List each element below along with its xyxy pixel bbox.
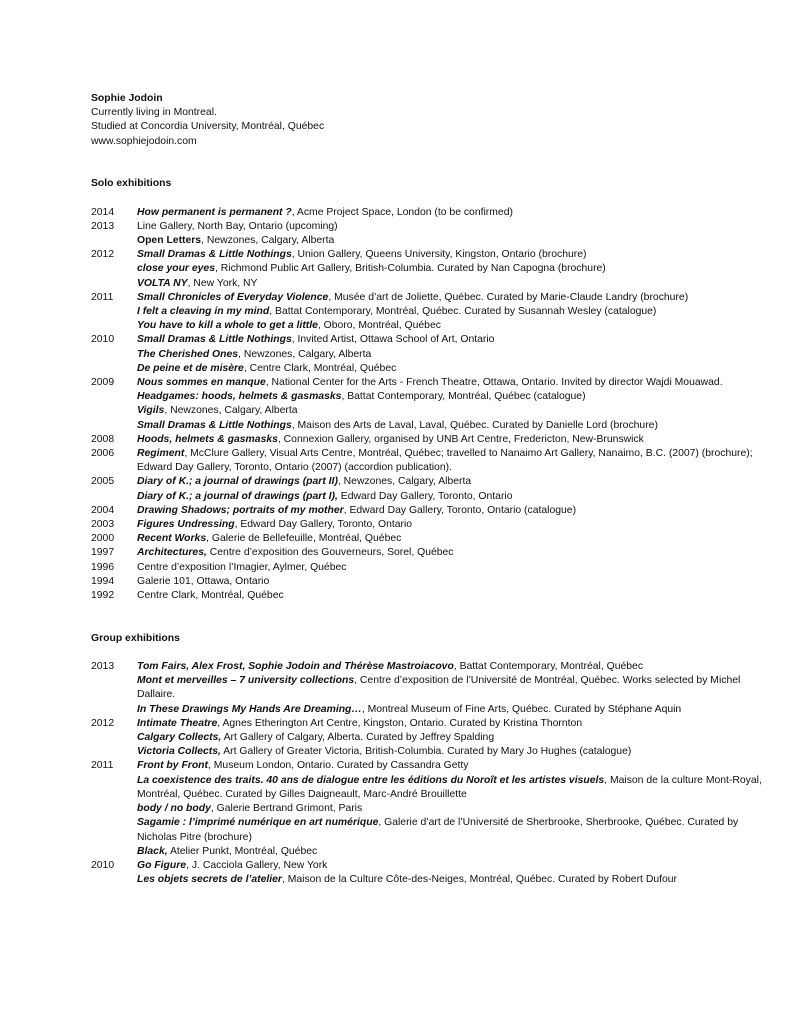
exhibition-venue: Galerie 101, Ottawa, Ontario bbox=[137, 575, 270, 587]
exhibition-entry bbox=[91, 745, 771, 759]
exhibition-venue: , Battat Contemporary, Montréal, Québec. Curated by Susannah Wesley (catalogue) bbox=[269, 306, 657, 318]
exhibition-title: Les objets secrets de l’atelier bbox=[137, 874, 282, 886]
exhibition-entry bbox=[91, 802, 771, 816]
exhibition-entry bbox=[91, 731, 771, 745]
exhibition-entry bbox=[91, 816, 771, 844]
exhibition-entry bbox=[91, 561, 771, 575]
exhibition-venue: , Connexion Gallery, organised by UNB Art Centre, Fredericton, New-Brunswick bbox=[277, 433, 644, 445]
exhibition-entry bbox=[91, 277, 771, 291]
exhibition-title: Regiment bbox=[137, 448, 185, 460]
cv-document bbox=[91, 92, 771, 887]
exhibition-description bbox=[137, 433, 771, 447]
exhibition-year: 2011 bbox=[91, 291, 114, 303]
website-link[interactable]: www.sophiejodoin.com bbox=[91, 135, 197, 147]
exhibition-venue: , Union Gallery, Queens University, Kingston, Ontario (brochure) bbox=[291, 249, 587, 261]
exhibition-entry bbox=[91, 348, 771, 362]
exhibition-venue: Art Gallery of Calgary, Alberta. Curated by Jeffrey Spalding bbox=[221, 732, 495, 744]
exhibition-venue: , Battat Contemporary, Montréal, Québec bbox=[453, 661, 644, 673]
exhibition-title: Drawing Shadows; portraits of my mother bbox=[137, 504, 344, 516]
exhibition-entry bbox=[91, 504, 771, 518]
exhibition-description bbox=[137, 660, 771, 674]
exhibition-venue: , Newzones, Calgary, Alberta bbox=[337, 476, 472, 488]
exhibition-description bbox=[137, 475, 771, 489]
exhibition-title: Small Chronicles of Everyday Violence bbox=[137, 291, 329, 303]
exhibition-venue: , National Center for the Arts - French Theatre, Ottawa, Ontario. Invited by director Wajdi Mouawad. bbox=[265, 377, 723, 389]
exhibition-title: Victoria Collects, bbox=[137, 746, 221, 758]
exhibition-title: Diary of K.; a journal of drawings (part II) bbox=[137, 476, 338, 488]
exhibition-venue: Centre d’exposition des Gouverneurs, Sorel, Québec bbox=[206, 547, 454, 559]
exhibition-description bbox=[137, 873, 771, 887]
exhibition-year: 2000 bbox=[91, 533, 115, 545]
exhibition-venue: , Maison de la culture Mont-Royal, Montréal, Québec. Curated by Gilles Daigneault, Marc-André Brouillette bbox=[137, 774, 762, 800]
exhibition-venue: , New York, NY bbox=[187, 277, 258, 289]
exhibition-venue: , Maison des Arts de Laval, Laval, Québec. Curated by Danielle Lord (brochure) bbox=[291, 419, 658, 431]
exhibition-description bbox=[137, 447, 771, 475]
exhibition-venue: Art Gallery of Greater Victoria, British-Columbia. Curated by Mary Jo Hughes (catalogue) bbox=[220, 746, 632, 758]
exhibition-entry bbox=[91, 447, 771, 475]
exhibition-description bbox=[137, 419, 771, 433]
exhibition-entry bbox=[91, 717, 771, 731]
exhibition-title: Small Dramas & Little Nothings bbox=[137, 334, 292, 346]
exhibition-title: Calgary Collects, bbox=[137, 732, 222, 744]
exhibition-description bbox=[137, 404, 771, 418]
exhibition-title: You have to kill a whole to get a little bbox=[137, 320, 318, 332]
group-exhibitions-heading: Group exhibitions bbox=[91, 632, 180, 644]
exhibition-description bbox=[137, 759, 771, 773]
exhibition-description bbox=[137, 532, 771, 546]
exhibition-title: Diary of K.; a journal of drawings (part I), bbox=[137, 490, 338, 502]
exhibition-description bbox=[137, 490, 771, 504]
exhibition-description bbox=[137, 305, 771, 319]
exhibition-title: Mont et merveilles – 7 university collections bbox=[137, 675, 355, 687]
exhibition-title: Black, bbox=[137, 845, 168, 857]
exhibition-description bbox=[137, 390, 771, 404]
exhibition-title: De peine et de misère bbox=[137, 362, 244, 374]
exhibition-entry bbox=[91, 490, 771, 504]
exhibition-year: 2005 bbox=[91, 476, 115, 488]
exhibition-description bbox=[137, 703, 771, 717]
exhibition-description bbox=[137, 362, 771, 376]
exhibition-entry bbox=[91, 376, 771, 390]
exhibition-description bbox=[137, 774, 771, 802]
exhibition-title: body / no body bbox=[137, 803, 211, 815]
exhibition-year: 2010 bbox=[91, 859, 115, 871]
exhibition-year: 2014 bbox=[91, 206, 115, 218]
exhibition-venue: , Battat Contemporary, Montréal, Québec (catalogue) bbox=[341, 391, 586, 403]
exhibition-title: Nous sommes en manque bbox=[137, 377, 266, 389]
exhibition-year: 2009 bbox=[91, 377, 115, 389]
exhibition-entry bbox=[91, 774, 771, 802]
exhibition-entry bbox=[91, 845, 771, 859]
exhibition-venue: Edward Day Gallery, Toronto, Ontario bbox=[337, 490, 513, 502]
exhibition-venue: , Edward Day Gallery, Toronto, Ontario (catalogue) bbox=[343, 504, 577, 516]
exhibition-entry bbox=[91, 248, 771, 262]
exhibition-entry bbox=[91, 333, 771, 347]
exhibition-title: Small Dramas & Little Nothings bbox=[137, 419, 292, 431]
exhibition-year: 2013 bbox=[91, 661, 115, 673]
solo-exhibitions-heading: Solo exhibitions bbox=[91, 178, 172, 190]
exhibition-entry bbox=[91, 220, 771, 234]
exhibition-description bbox=[137, 745, 771, 759]
exhibition-year: 2004 bbox=[91, 504, 115, 516]
exhibition-year: 2003 bbox=[91, 519, 115, 531]
exhibition-year: 2011 bbox=[91, 760, 114, 772]
education-line: Studied at Concordia University, Montréal, Québec bbox=[91, 121, 325, 133]
exhibition-title: Hoods, helmets & gasmasks bbox=[137, 433, 278, 445]
exhibition-description bbox=[137, 376, 771, 390]
exhibition-entry bbox=[91, 419, 771, 433]
exhibition-title: Front by Front bbox=[137, 760, 208, 772]
exhibition-venue: , Newzones, Calgary, Alberta bbox=[201, 235, 335, 246]
exhibition-year: 1997 bbox=[91, 547, 115, 559]
exhibition-venue: , Edward Day Gallery, Toronto, Ontario bbox=[234, 519, 413, 531]
exhibition-description bbox=[137, 845, 771, 859]
exhibition-title: Sagamie : l’imprimé numérique en art numérique bbox=[137, 817, 379, 829]
exhibition-year: 2006 bbox=[91, 448, 115, 460]
exhibition-entry bbox=[91, 703, 771, 717]
exhibition-entry bbox=[91, 859, 771, 873]
exhibition-entry bbox=[91, 518, 771, 532]
exhibition-venue: Centre d’exposition l’Imagier, Aylmer, Québec bbox=[137, 561, 347, 573]
exhibition-description bbox=[137, 262, 771, 276]
exhibition-venue: , Montreal Museum of Fine Arts, Québec. Curated by Stéphane Aquin bbox=[361, 703, 682, 715]
exhibition-title: close your eyes bbox=[137, 263, 215, 275]
exhibition-description bbox=[137, 589, 771, 603]
exhibition-description bbox=[137, 333, 771, 347]
exhibition-venue: , Galerie Bertrand Grimont, Paris bbox=[210, 803, 363, 815]
exhibition-venue: , Oboro, Montréal, Québec bbox=[317, 320, 441, 332]
exhibition-description bbox=[137, 248, 771, 262]
exhibition-title: The Cherished Ones bbox=[137, 348, 239, 360]
exhibition-description bbox=[137, 674, 771, 702]
exhibition-entry bbox=[91, 475, 771, 489]
exhibition-description bbox=[137, 546, 771, 560]
exhibition-title: Vigils bbox=[137, 405, 165, 417]
exhibition-venue: , Newzones, Calgary, Alberta bbox=[164, 405, 298, 417]
exhibition-description bbox=[137, 575, 771, 589]
exhibition-venue: , Musée d’art de Joliette, Québec. Curated by Marie-Claude Landry (brochure) bbox=[328, 291, 689, 303]
exhibition-entry bbox=[91, 390, 771, 404]
exhibition-venue: , Centre d’exposition de l’Université de Montréal, Québec. Works selected by Michel Dallaire. bbox=[137, 675, 741, 701]
exhibition-description bbox=[137, 561, 771, 575]
exhibition-year: 1992 bbox=[91, 590, 115, 602]
exhibition-year: 2012 bbox=[91, 717, 115, 729]
exhibition-description bbox=[137, 859, 771, 873]
exhibition-entry bbox=[91, 575, 771, 589]
exhibition-year: 2010 bbox=[91, 334, 115, 346]
exhibition-venue: , Invited Artist, Ottawa School of Art, Ontario bbox=[291, 334, 495, 346]
exhibition-entry bbox=[91, 291, 771, 305]
solo-exhibitions-list bbox=[91, 206, 771, 604]
exhibition-venue: Atelier Punkt, Montréal, Québec bbox=[167, 845, 318, 857]
exhibition-entry bbox=[91, 206, 771, 220]
exhibition-entry bbox=[91, 234, 771, 248]
exhibition-entry bbox=[91, 433, 771, 447]
exhibition-description bbox=[137, 504, 771, 518]
exhibition-venue: , McClure Gallery, Visual Arts Centre, Montréal, Québec; travelled to Nanaimo Art Gallery, Nanaimo, B.C. (2007) (brochure); Edward Day Gallery, Toronto, Ontario (2007) (accordion publication). bbox=[137, 448, 753, 474]
exhibition-description bbox=[137, 291, 771, 305]
artist-name: Sophie Jodoin bbox=[91, 93, 163, 104]
exhibition-description bbox=[137, 220, 771, 234]
exhibition-entry bbox=[91, 546, 771, 560]
exhibition-venue: , Museum London, Ontario. Curated by Cassandra Getty bbox=[208, 760, 469, 772]
exhibition-year: 2012 bbox=[91, 249, 115, 261]
exhibition-title: I felt a cleaving in my mind bbox=[137, 306, 270, 318]
exhibition-venue: , Agnes Etherington Art Centre, Kingston, Ontario. Curated by Kristina Thornton bbox=[217, 717, 583, 729]
exhibition-title: Figures Undressing bbox=[137, 519, 235, 531]
exhibition-year: 2013 bbox=[91, 220, 115, 232]
exhibition-title: Recent Works bbox=[137, 533, 207, 545]
exhibition-title: How permanent is permanent ? bbox=[137, 206, 292, 218]
group-exhibitions-list bbox=[91, 660, 771, 887]
exhibition-title: Headgames: hoods, helmets & gasmasks bbox=[137, 391, 342, 403]
exhibition-description bbox=[137, 802, 771, 816]
exhibition-description bbox=[137, 717, 771, 731]
exhibition-year: 1994 bbox=[91, 575, 115, 587]
exhibition-description bbox=[137, 234, 771, 248]
exhibition-venue: Centre Clark, Montréal, Québec bbox=[137, 590, 284, 602]
exhibition-venue: , Richmond Public Art Gallery, British-Columbia. Curated by Nan Capogna (brochure) bbox=[214, 263, 606, 275]
exhibition-title: Go Figure bbox=[137, 859, 187, 871]
exhibition-title: La coexistence des traits. 40 ans de dialogue entre les éditions du Noroît et les artistes visuels bbox=[137, 774, 605, 786]
exhibition-venue: , J. Cacciola Gallery, New York bbox=[186, 859, 328, 871]
exhibition-entry bbox=[91, 660, 771, 674]
exhibition-entry bbox=[91, 759, 771, 773]
exhibition-entry bbox=[91, 362, 771, 376]
exhibition-title: Small Dramas & Little Nothings bbox=[137, 249, 292, 261]
residence-line: Currently living in Montreal. bbox=[91, 107, 217, 119]
exhibition-title: In These Drawings My Hands Are Dreaming… bbox=[137, 703, 362, 715]
exhibition-entry bbox=[91, 532, 771, 546]
exhibition-venue: , Centre Clark, Montréal, Québec bbox=[243, 362, 397, 374]
exhibition-title: Tom Fairs, Alex Frost, Sophie Jodoin and Thérèse Mastroiacovo bbox=[137, 661, 454, 673]
exhibition-entry bbox=[91, 305, 771, 319]
exhibition-title: Architectures, bbox=[137, 547, 207, 559]
exhibition-description bbox=[137, 816, 771, 844]
exhibition-year: 2008 bbox=[91, 433, 115, 445]
exhibition-description bbox=[137, 206, 771, 220]
exhibition-entry bbox=[91, 589, 771, 603]
exhibition-entry bbox=[91, 404, 771, 418]
exhibition-venue: , Galerie de Bellefeuille, Montréal, Québec bbox=[206, 533, 402, 545]
exhibition-venue: , Acme Project Space, London (to be confirmed) bbox=[291, 206, 513, 218]
exhibition-venue: Line Gallery, North Bay, Ontario (upcoming) bbox=[137, 220, 338, 232]
exhibition-description bbox=[137, 518, 771, 532]
exhibition-description bbox=[137, 277, 771, 291]
exhibition-title: Intimate Theatre bbox=[137, 717, 218, 729]
exhibition-venue: , Newzones, Calgary, Alberta bbox=[238, 348, 372, 360]
exhibition-entry bbox=[91, 262, 771, 276]
exhibition-entry bbox=[91, 319, 771, 333]
exhibition-entry bbox=[91, 674, 771, 702]
exhibition-year: 1996 bbox=[91, 561, 115, 573]
exhibition-entry bbox=[91, 873, 771, 887]
exhibition-description bbox=[137, 319, 771, 333]
exhibition-title: Open Letters bbox=[137, 235, 202, 246]
exhibition-description bbox=[137, 731, 771, 745]
exhibition-venue: , Maison de la Culture Côte-des-Neiges, Montréal, Québec. Curated by Robert Dufour bbox=[281, 874, 678, 886]
exhibition-title: VOLTA NY bbox=[137, 277, 188, 289]
exhibition-description bbox=[137, 348, 771, 362]
exhibition-venue: , Galerie d’art de l’Université de Sherbrooke, Sherbrooke, Québec. Curated by Nicholas Pitre (brochure) bbox=[137, 817, 739, 843]
